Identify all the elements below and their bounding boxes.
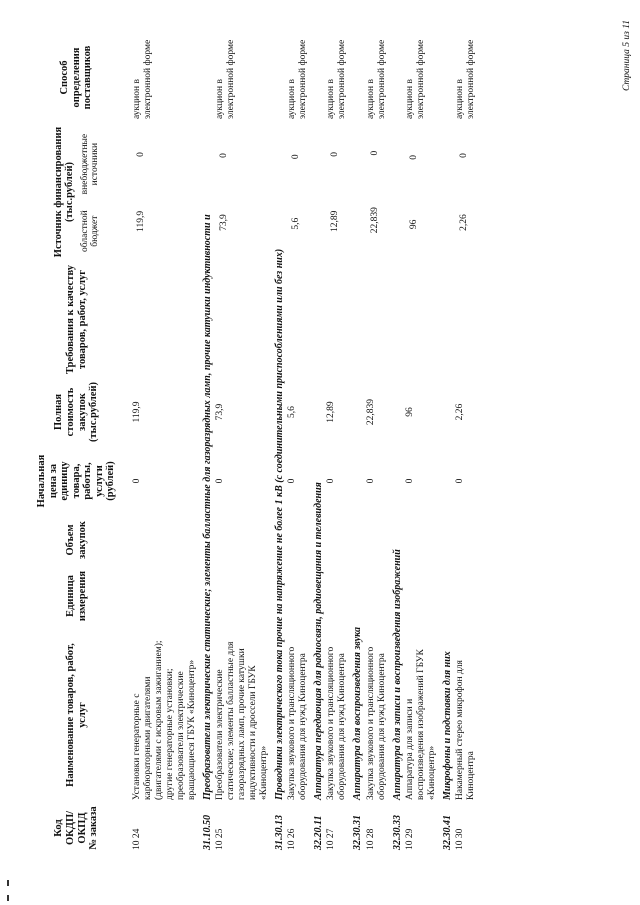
okpd-code: 32.30.41	[441, 815, 453, 850]
table-row	[286, 33, 310, 853]
row-unit	[131, 565, 199, 627]
table-row	[454, 33, 478, 853]
okpd-code: 32.30.33	[391, 815, 403, 850]
row-requirements	[365, 262, 389, 377]
row-name: Аппаратура для записи и воспроизведения изображений ГБУК «Киноцентр»	[405, 649, 438, 800]
okpd-code: 32.30.31	[352, 815, 364, 850]
okpd-group-row	[349, 33, 365, 853]
row-requirements	[214, 262, 271, 377]
funding-extra-label: внебюджетные источники	[79, 133, 101, 195]
row-requirements	[454, 262, 478, 377]
row-code: 10 26	[287, 828, 298, 850]
row-unit	[214, 565, 271, 627]
row-method: аукцион в электронной форме	[287, 39, 309, 119]
row-method: аукцион в электронной форме	[132, 39, 153, 119]
row-funding-extra: 0	[369, 150, 380, 156]
table-row	[325, 33, 349, 853]
row-unit	[404, 565, 439, 627]
row-funding-extra: 0	[409, 154, 420, 160]
row-requirements	[325, 262, 349, 377]
okpd-group-title: Проводники электрического тока прочие на напряжение не более 1 кВ (с соединительными приспособлениями или без них)	[273, 248, 285, 800]
row-funding-regional: 2,26	[459, 214, 470, 231]
row-requirements	[286, 262, 310, 377]
row-funding-regional: 119,9	[136, 210, 146, 232]
row-unit-price: 0	[365, 478, 376, 484]
okpd-group-row	[271, 33, 287, 853]
table-row	[131, 33, 199, 853]
row-funding-regional: 5,6	[291, 217, 302, 230]
row-code: 10 29	[405, 828, 416, 850]
table-row	[214, 33, 271, 853]
row-method: аукцион в электронной форме	[405, 39, 427, 119]
row-funding	[365, 122, 389, 262]
col-code-header: Код ОКДП/ ОКПД № заказа	[53, 806, 100, 850]
row-name: Установки генераторные с карбюраторными двигателями (двигателями с искровым зажиганием); другие генераторные установки; преобразователи электрические вращающиеся ГБУК «Киноцентр»	[132, 640, 197, 800]
row-method: аукцион в электронной форме	[215, 39, 236, 119]
row-unit	[365, 565, 389, 627]
row-volume	[454, 515, 478, 565]
row-total: 119,9	[132, 401, 142, 423]
row-funding-regional: 12,89	[330, 210, 341, 233]
table-row	[365, 33, 389, 853]
row-funding-extra: 0	[459, 153, 470, 158]
funding-title: Источник финансирования (тыс.рублей)	[52, 126, 76, 258]
row-requirements	[404, 262, 439, 377]
row-code: 10 27	[326, 828, 337, 850]
row-code: 10 24	[132, 828, 142, 850]
col-total-header: Полная стоимость закупок (тыс.рублей)	[53, 381, 100, 443]
row-funding	[131, 122, 199, 262]
row-unit-price: 0	[326, 478, 337, 484]
row-funding-regional: 73,9	[219, 214, 230, 231]
okpd-group-title: Аппаратура передающая для радиосвязи, радиовещания и телевидения	[312, 482, 324, 800]
row-code: 10 30	[455, 828, 466, 850]
row-name: Накамерный стерео микрофон для Киноцентра	[455, 660, 477, 800]
row-method: аукцион в электронной форме	[365, 39, 387, 119]
row-volume	[325, 515, 349, 565]
row-name: Преобразователи электрические статические; элементы балластные для газоразрядных ламп, прочие катушки индуктивности и дроссели ГБУК «Киноцентр»	[215, 641, 269, 800]
col-method-header: Способ определения поставщиков	[59, 45, 94, 110]
scan-mark	[7, 895, 9, 901]
row-volume	[365, 515, 389, 565]
row-unit-price: 0	[132, 478, 142, 484]
row-name: Закупка звукового и трансляционного оборудования для нужд Киноцентра	[365, 646, 387, 800]
row-volume	[214, 515, 271, 565]
row-name: Закупка звукового и трансляционного оборудования для нужд Киноцентра	[287, 646, 309, 800]
row-funding-extra: 0	[291, 154, 302, 160]
row-total: 22,839	[365, 398, 376, 426]
row-total: 73,9	[215, 403, 226, 421]
row-funding-extra: 0	[136, 152, 146, 157]
row-funding	[286, 122, 310, 262]
okpd-group-title: Аппаратура для записи и воспроизведения изображений	[391, 549, 403, 800]
row-unit	[325, 565, 349, 627]
okpd-group-row	[439, 33, 455, 853]
okpd-code: 31.10.50	[201, 815, 213, 850]
row-volume	[404, 515, 439, 565]
okpd-group-title: Аппаратура для воспроизведения звука	[352, 627, 364, 800]
row-volume	[131, 515, 199, 565]
row-method: аукцион в электронной форме	[455, 39, 477, 119]
row-total: 5,6	[287, 406, 298, 418]
row-unit-price: 0	[405, 478, 416, 484]
okpd-group-title: Микрофоны и подставки для них	[441, 651, 453, 800]
row-unit-price: 0	[287, 478, 298, 484]
okpd-group-row	[310, 33, 326, 853]
col-name-header: Наименование товаров, работ, услуг	[64, 643, 88, 787]
okpd-group-title: Преобразователи электрические статические; элементы балластные для газоразрядных ламп, прочие катушки индуктивности и	[201, 214, 213, 800]
row-funding-regional: 96	[409, 219, 420, 230]
row-total: 12,89	[326, 401, 337, 423]
col-unit-price-header: Начальная цена за единицу товара, работы, услуги (рублей)	[36, 454, 117, 508]
row-unit	[286, 565, 310, 627]
row-name: Закупка звукового и трансляционного оборудования для нужд Киноцентра	[326, 646, 348, 800]
row-code: 10 25	[215, 828, 226, 850]
row-code: 10 28	[365, 828, 376, 850]
row-funding-extra: 0	[219, 153, 230, 158]
row-volume	[286, 515, 310, 565]
table-header	[22, 33, 131, 853]
col-funding-header	[22, 122, 131, 262]
page-number: Страница 5 из 11	[622, 20, 632, 92]
row-funding	[404, 122, 439, 262]
okpd-group-row	[389, 33, 405, 853]
col-volume-header: Объем закупок	[64, 521, 88, 559]
scan-mark	[7, 880, 9, 886]
row-unit-price: 0	[455, 478, 466, 484]
okpd-code: 32.20.11	[312, 815, 324, 850]
okpd-code: 31.30.13	[273, 815, 285, 850]
row-method: аукцион в электронной форме	[326, 39, 348, 119]
col-unit-header: Единица измерения	[64, 570, 88, 622]
okpd-group-row	[199, 33, 215, 853]
procurement-plan-table	[22, 33, 478, 853]
row-funding	[325, 122, 349, 262]
row-funding	[214, 122, 271, 262]
row-unit-price: 0	[215, 478, 226, 484]
row-funding-extra: 0	[330, 151, 341, 157]
row-total: 96	[405, 407, 416, 417]
table-row	[404, 33, 439, 853]
funding-regional-label: областной бюджет	[79, 210, 101, 252]
row-unit	[454, 565, 478, 627]
row-total: 2,26	[455, 403, 466, 421]
row-funding-regional: 22,839	[369, 207, 380, 234]
col-requirements-header: Требования к качеству товаров, работ, услуг	[64, 264, 88, 374]
row-requirements	[131, 262, 199, 377]
row-funding	[454, 122, 478, 262]
